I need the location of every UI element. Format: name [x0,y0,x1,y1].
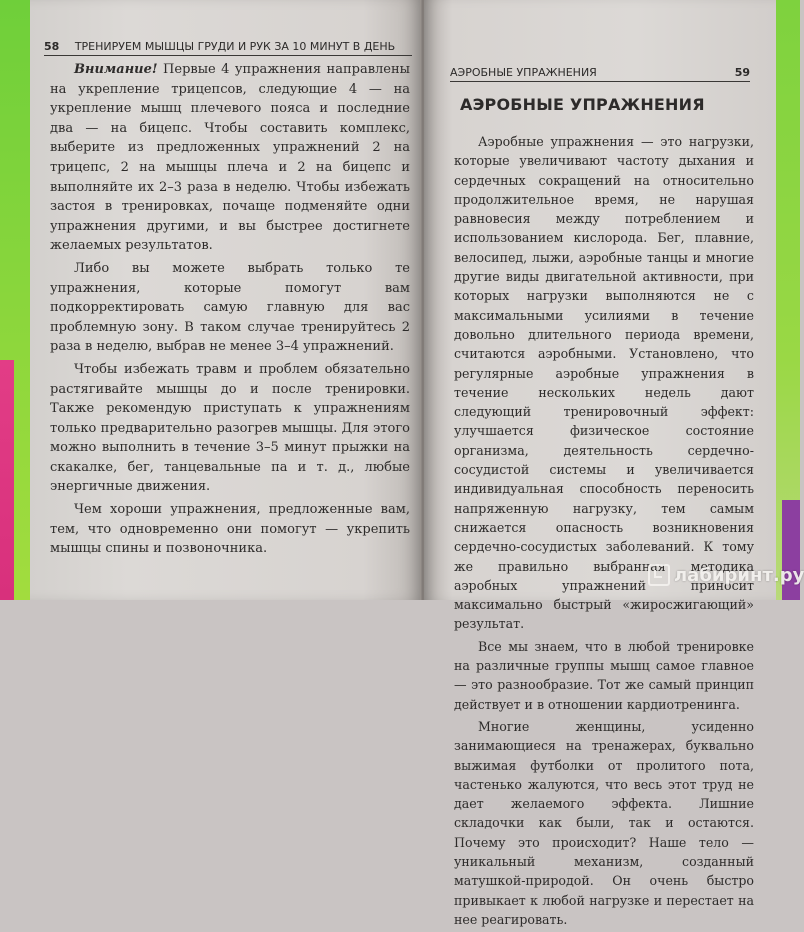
right-running-head-title: АЭРОБНЫЕ УПРАЖНЕНИЯ [450,66,597,79]
watermark [648,564,804,586]
paragraph: Многие женщины, усиденно занимающиеся на тренажерах, буквально выжимая футболки от пролитого пота, частенько жалуются, что весь этот труд не дает желаемого эффекта. Лишние складочки как были, так и остаются. Почему это происходит? Наше тело — уникальный механизм, созданный матушкой-природой. Он очень быстро привыкает к любой нагрузке и перестает на нее реагировать. [454,718,754,927]
labirint-logo-icon [648,564,670,586]
right-running-head [450,66,750,82]
left-running-head-title: ТРЕНИРУЕМ МЫШЦЫ ГРУДИ И РУК ЗА 10 МИНУТ В ДЕНЬ [74,40,396,53]
right-page [424,0,776,927]
paragraph: Аэробные упражнения — это нагрузки, которые увеличивают частоту дыхания и сердечных сокращений на относительно продолжительное время, не нарушая равновесия между потреблением и использованием кислорода. Бег, плавние, велосипед, лыжи, аэробные танцы и многие другие виды двигательной активности, при которых нагрузки выполняются не с максимальными усилиями в течение довольно длительного периода времени, считаются аэробными. Установлено, что регулярные аэробные упражнения в течение нескольких недель дают следующий тренировочный эффект: улучшается физическое состояние организма, деятельность сердечно-сосудистой системы и увеличивается индивидуальная способность переносить напряженную нагрузку, тем самым снижается опасность возникновения сердечно-сосудистых заболеваний. К тому же правильно выбранная методика аэробных упражнений приносит максимально быстрый «жиросжигающий» результат. [454,134,754,632]
watermark-text: лабиринт.ру [674,564,804,586]
paragraph: Либо вы можете выбрать только те упражнения, которые помогут вам подкорректировать самую главную для вас проблемную зону. В таком случае тренируйтесь 2 раза в неделю, выбрав не менее 3–4 упражнений. [50,260,410,355]
warning-label: Внимание! [74,62,158,77]
left-page-body [50,60,410,562]
chapter-title: АЭРОБНЫЕ УПРАЖНЕНИЯ [460,95,705,114]
paragraph: Чтобы избежать травм и проблем обязательно растягивайте мышцы до и после тренировки. Также рекомендую приступать к упражнениям только предварительно разогрев мышцы. Для этого можно выполнить в течение 3–5 минут прыжки на скакалке, бег, танцевальные па и т. д., любые энергичные движения. [50,361,410,495]
left-page [30,0,422,600]
book-cover-edge-left-pink [0,360,14,600]
paragraph: Чем хороши упражнения, предложенные вам, тем, что одновременно они помогут — укрепить мышцы спины и позвоночника. [50,502,410,557]
right-page-body [454,132,754,932]
left-running-head [44,40,412,56]
right-page-number: 59 [734,66,750,79]
left-page-number: 58 [44,40,60,53]
paragraph-text: Первые 4 упражнения направлены на укрепление трицепсов, следующие 4 — на укрепление мышц плечевого пояса и последние два — на бицепс. Чтобы составить комплекс, выберите из предложенных упражнений 2 на трицепс, 2 на мышцы плеча и 2 на бицепс и выполняйте их 2–3 раза в неделю. Чтобы избежать застоя в тренировках, почаще подменяйте одни упражнения другими, и вы быстрее достигнете желаемых результатов. [50,62,410,254]
paragraph: Все мы знаем, что в любой тренировке на различные группы мышц самое главное — это разнообразие. Тот же самый принцип действует и в отношении кардиотренинга. [454,638,754,712]
paragraph [50,60,410,256]
